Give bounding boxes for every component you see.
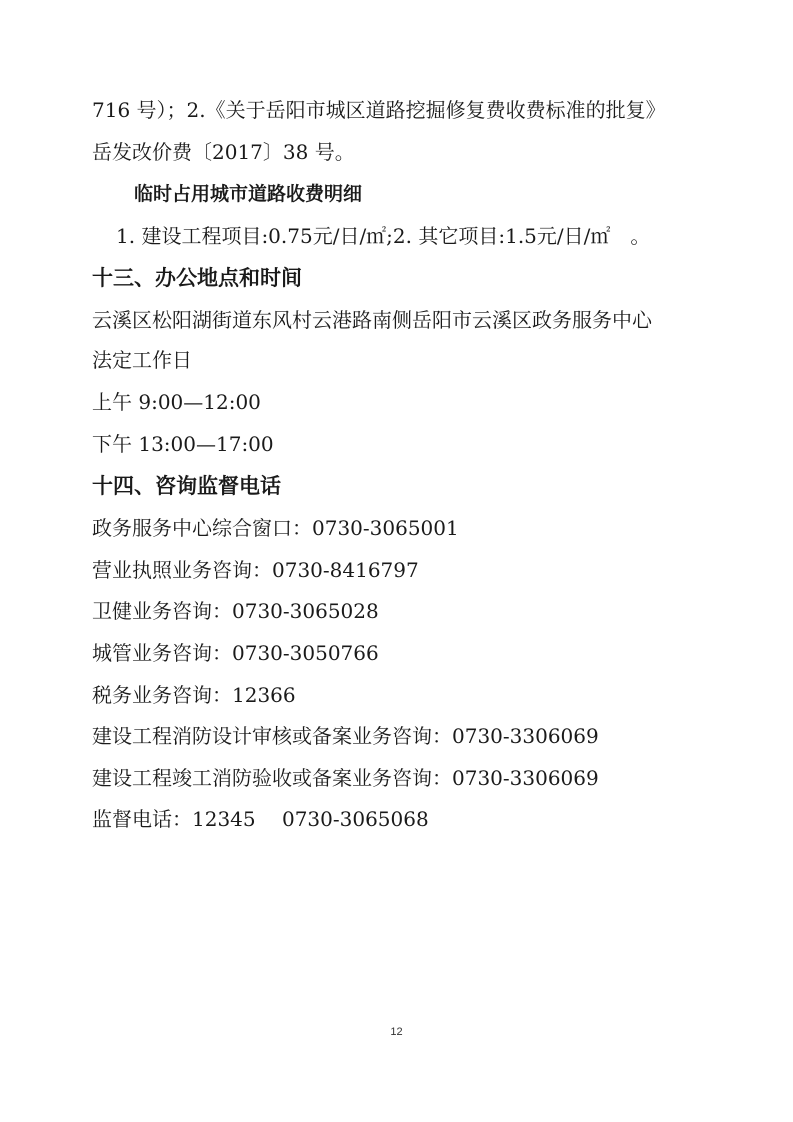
contact-item: 城管业务咨询：0730-3050766 [92, 641, 379, 665]
contact-section-heading: 十四、咨询监督电话 [92, 474, 281, 498]
contact-item: 建设工程消防设计审核或备案业务咨询：0730-3306069 [92, 724, 599, 748]
fee-section-title: 临时占用城市道路收费明细 [134, 183, 363, 205]
contact-item: 政务服务中心综合窗口：0730-3065001 [92, 516, 459, 540]
contact-item: 税务业务咨询：12366 [92, 683, 296, 707]
contact-item: 建设工程竣工消防验收或备案业务咨询：0730-3306069 [92, 766, 599, 790]
page-number: 12 [390, 1026, 403, 1038]
office-hours-afternoon: 下午 13:00—17:00 [92, 432, 274, 456]
intro-line-2: 岳发改价费〔2017〕38 号。 [92, 140, 355, 164]
office-hours-morning: 上午 9:00—12:00 [92, 390, 261, 414]
contact-item: 卫健业务咨询：0730-3065028 [92, 599, 379, 623]
office-section-heading: 十三、办公地点和时间 [92, 266, 302, 290]
intro-line-1: 716 号）；2.《关于岳阳市城区道路挖掘修复费收费标准的批复》 [92, 98, 666, 122]
office-address: 云溪区松阳湖街道东风村云港路南侧岳阳市云溪区政务服务中心 [92, 308, 652, 332]
contact-item: 营业执照业务咨询：0730-8416797 [92, 558, 419, 582]
office-workdays: 法定工作日 [92, 348, 192, 372]
contact-item: 监督电话：12345 0730-3065068 [92, 807, 429, 831]
fee-detail: 1. 建设工程项目:0.75元/日/㎡;2. 其它项目:1.5元/日/㎡ 。 [116, 224, 651, 248]
